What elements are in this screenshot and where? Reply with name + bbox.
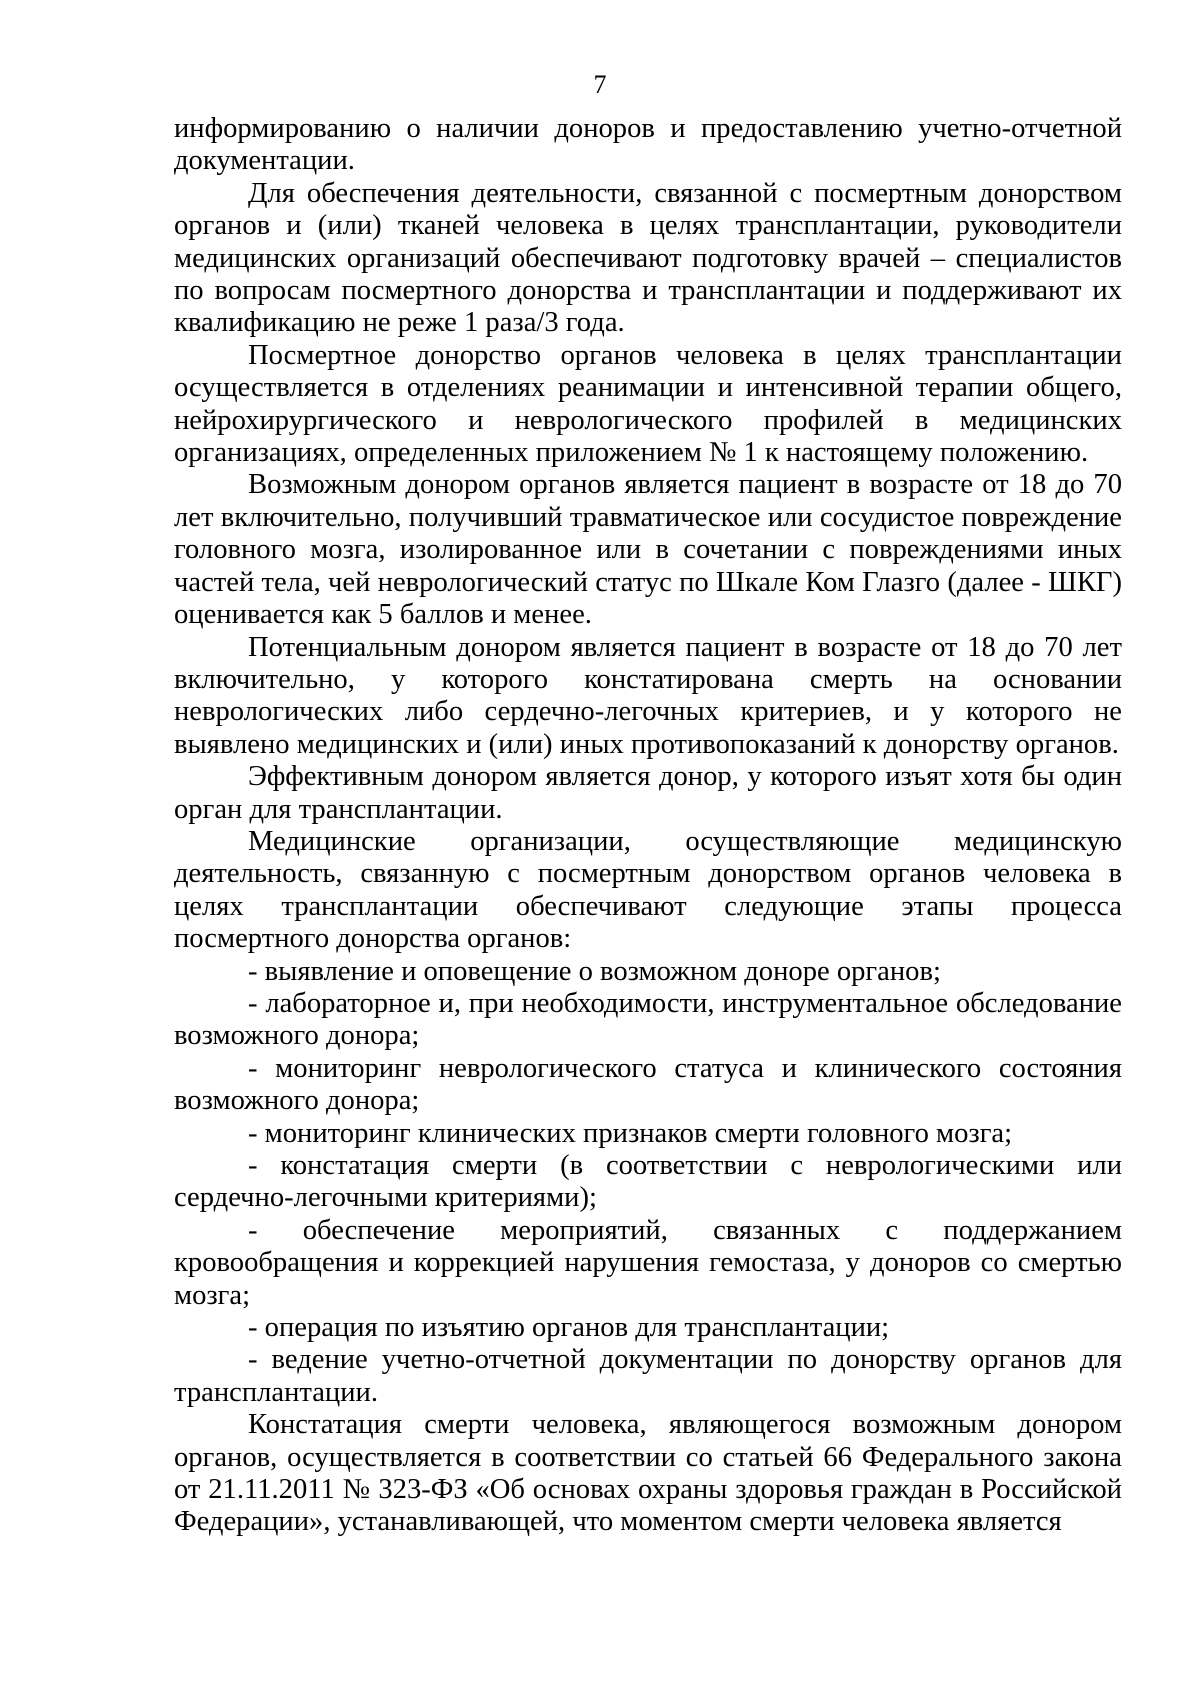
document-body xyxy=(174,113,1122,1539)
paragraph-8: Констатация смерти человека, являющегося возможным донором органов, осуществляется в соответствии со статьей 66 Федерального закона от 21.11.2011 № 323-ФЗ «Об основах охраны здоровья граждан в Российской Федерации», устанавливающей, что моментом смерти человека является xyxy=(174,1409,1122,1538)
paragraph-4: Возможным донором органов является пациент в возрасте от 18 до 70 лет включительно, получивший травматическое или сосудистое повреждение головного мозга, изолированное или в сочетании с повреждениями иных частей тела, чей неврологический статус по Шкале Ком Глазго (далее - ШКГ) оценивается как 5 баллов и менее. xyxy=(174,469,1122,631)
list-item-2: - лабораторное и, при необходимости, инструментальное обследование возможного донора; xyxy=(174,987,1122,1052)
paragraph-3: Посмертное донорство органов человека в целях трансплантации осуществляется в отделениях реанимации и интенсивной терапии общего, нейрохирургического и неврологического профилей в медицинских организациях, определенных приложением № 1 к настоящему положению. xyxy=(174,339,1122,469)
list-item-6: - обеспечение мероприятий, связанных с поддержанием кровообращения и коррекцией нарушения гемостаза, у доноров со смертью мозга; xyxy=(174,1214,1122,1311)
list-item-1: - выявление и оповещение о возможном доноре органов; xyxy=(248,955,941,987)
paragraph-7: Медицинские организации, осуществляющие медицинскую деятельность, связанную с посмертным донорством органов человека в целях трансплантации обеспечивают следующие этапы процесса посмертного донорства органов: xyxy=(174,825,1122,955)
list-item-4: - мониторинг клинических признаков смерти головного мозга; xyxy=(248,1117,1013,1149)
paragraph-1: информированию о наличии доноров и предоставлению учетно-отчетной документации. xyxy=(174,113,1122,177)
page-number: 7 xyxy=(593,70,607,99)
list-item-7: - операция по изъятию органов для трансплантации; xyxy=(248,1312,890,1344)
paragraph-5: Потенциальным донором является пациент в возрасте от 18 до 70 лет включительно, у которого констатирована смерть на основании неврологических либо сердечно-легочных критериев, и у которого не выявлено медицинских и (или) иных противопоказаний к донорству органов. xyxy=(174,631,1122,760)
list-item-8: - ведение учетно-отчетной документации по донорству органов для трансплантации. xyxy=(174,1344,1122,1408)
list-item-5: - констатация смерти (в соответствии с неврологическими или сердечно-легочными критериями); xyxy=(174,1150,1122,1214)
paragraph-6: Эффективным донором является донор, у которого изъят хотя бы один орган для трансплантации. xyxy=(174,761,1122,825)
paragraph-2: Для обеспечения деятельности, связанной с посмертным донорством органов и (или) тканей человека в целях трансплантации, руководители медицинских организаций обеспечивают подготовку врачей – специалистов по вопросам посмертного донорства и трансплантации и поддерживают их квалификацию не реже 1 раза/3 года. xyxy=(174,177,1122,339)
list-item-3: - мониторинг неврологического статуса и клинического состояния возможного донора; xyxy=(174,1052,1122,1117)
